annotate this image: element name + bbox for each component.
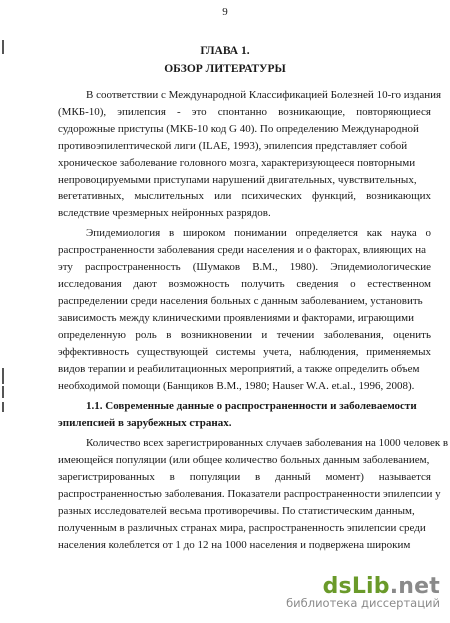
text-line: определенную роль в возникновении и течении заболевания, оценить — [58, 329, 431, 341]
text-line: имеющейся популяции (или общее количество больных данным заболеванием, — [58, 454, 430, 466]
scan-mark — [2, 368, 4, 384]
text-line: исследования дают возможность получить сведения о естественном — [58, 278, 431, 290]
text-line: противоэпилептической лиги (ILAE, 1993), эпилепсия представляет собой — [58, 140, 408, 152]
scan-mark — [2, 402, 4, 412]
text-line: полученным в различных странах мира, распространенность эпилепсии среди — [58, 522, 426, 534]
text-line: вегетативных, мыслительных или психических функций, возникающих — [58, 190, 431, 202]
watermark — [286, 574, 440, 610]
text-line: Эпидемиология в широком понимании определяется как наука о — [86, 227, 431, 239]
chapter-title: ОБЗОР ЛИТЕРАТУРЫ — [164, 63, 286, 75]
text-line: Количество всех зарегистрированных случаев заболевания на 1000 человек в — [86, 437, 449, 449]
text-line: вследствие чрезмерных нейронных разрядов. — [58, 207, 271, 219]
text-line: эффективность существующей системы учета, наблюдения, применяемых — [58, 346, 431, 358]
scan-mark — [2, 386, 4, 398]
text-line: хроническое заболевание головного мозга, характеризующееся повторными — [58, 157, 416, 169]
text-line: необходимой помощи (Банщиков В.М., 1980; Hauser W.A. et.al., 1996, 2008). — [58, 380, 415, 392]
text-line: распространенности заболевания среди населения и о факторах, влияющих на — [58, 244, 427, 256]
page-number: 9 — [222, 6, 228, 18]
text-line: зависимость между клиническими проявлениями и факторами, играющими — [58, 312, 414, 324]
text-line: распространенностью заболевания. Показатели распространенности эпилепсии у — [58, 488, 441, 500]
text-line: населения колеблется от 1 до 12 на 1000 населения и подвержена широким — [58, 539, 411, 551]
section-heading: 1.1. Современные данные о распространенности и заболеваемости — [86, 400, 417, 412]
text-line: В соответствии с Международной Классификацией Болезней 10-го издания — [86, 89, 442, 101]
watermark-subtitle: библиотека диссертаций — [286, 596, 440, 610]
text-line: эту распространенность (Шумаков В.М., 1980). Эпидемиологические — [58, 261, 431, 273]
text-line: судорожные приступы (МКБ-10 код G 40). По определению Международной — [58, 123, 419, 135]
section-heading: эпилепсией в зарубежных странах. — [58, 417, 232, 429]
text-line: (МКБ-10), эпилепсия - это спонтанно возникающие, повторяющиеся — [58, 106, 431, 118]
chapter-heading: ГЛАВА 1. — [200, 45, 250, 57]
text-line: распределении среди населения больных с данным заболеванием, установить — [58, 295, 423, 307]
scan-mark — [2, 40, 4, 54]
text-line: разных исследователей весьма противоречивы. По статистическим данным, — [58, 505, 415, 517]
text-line: непровоцируемыми приступами нарушений двигательных, чувствительных, — [58, 174, 417, 186]
text-line: зарегистрированных в популяции в данный момент) называется — [58, 471, 431, 483]
text-line: видов терапии и реабилитационных мероприятий, а также определить объем — [58, 363, 420, 375]
watermark-logo: dsLib.net — [322, 574, 440, 599]
